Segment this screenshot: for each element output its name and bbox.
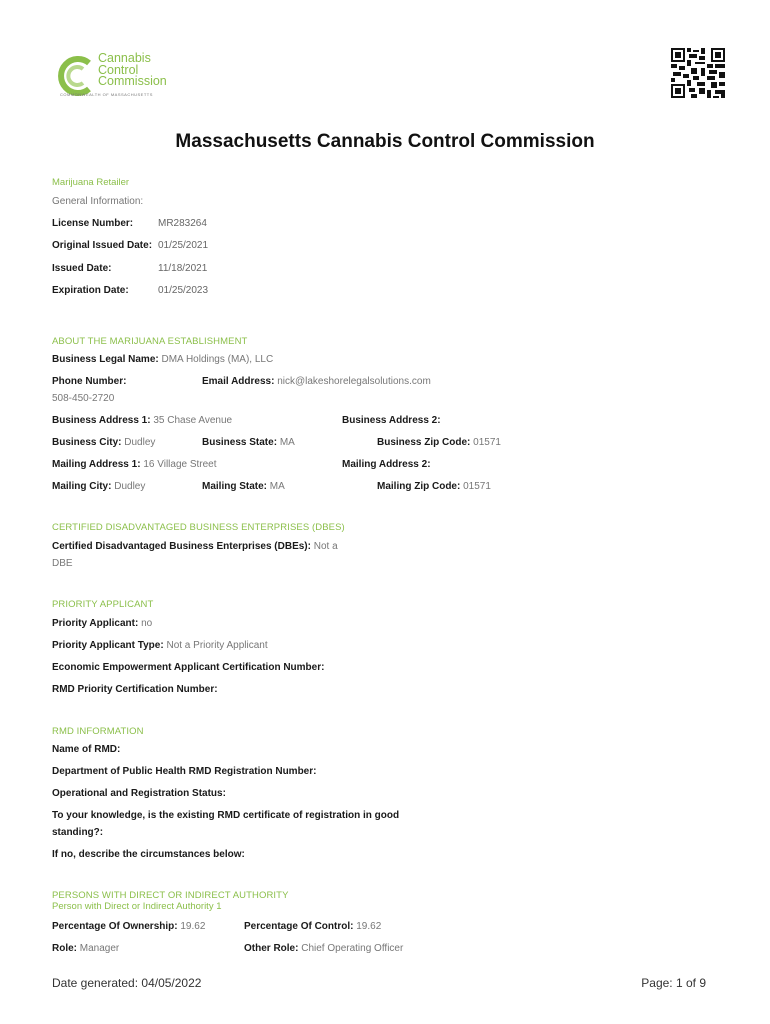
- good-standing-label-cont: standing?:: [52, 827, 104, 838]
- role-row: Role: Manager: [52, 943, 120, 954]
- mailing-city-row: Mailing City: Dudley: [52, 481, 146, 492]
- describe-circumstances-label: If no, describe the circumstances below:: [52, 849, 245, 860]
- general-info-label: General Information:: [52, 196, 144, 207]
- rmd-priority-label: RMD Priority Certification Number:: [52, 684, 218, 695]
- phone-value: 508-450-2720: [52, 393, 115, 404]
- cannabis-control-commission-logo: [55, 52, 185, 100]
- logo-tagline: COMMONWEALTH OF MASSACHUSETTS: [60, 92, 153, 97]
- original-issued-label: Original Issued Date:: [52, 240, 153, 251]
- license-number-label: License Number:: [52, 218, 134, 229]
- page-number: Page: 1 of 9: [641, 976, 706, 990]
- priority-type-row: Priority Applicant Type: Not a Priority Applicant: [52, 640, 268, 651]
- date-generated: Date generated: 04/05/2022: [52, 976, 202, 990]
- logo-line2: Control: [98, 62, 139, 77]
- business-address1-row: Business Address 1: 35 Chase Avenue: [52, 415, 233, 426]
- section-heading-establishment: ABOUT THE MARIJUANA ESTABLISHMENT: [52, 336, 248, 347]
- good-standing-label: To your knowledge, is the existing RMD certificate of registration in good: [52, 810, 400, 821]
- page-title: Massachusetts Cannabis Control Commission: [175, 131, 595, 152]
- section-heading-persons: PERSONS WITH DIRECT OR INDIRECT AUTHORITY: [52, 890, 289, 901]
- rmd-name-label: Name of RMD:: [52, 744, 121, 755]
- original-issued-value: 01/25/2021: [158, 240, 209, 251]
- business-address2-label: Business Address 2:: [342, 415, 441, 426]
- phone-label: Phone Number:: [52, 376, 127, 387]
- logo-line3: Commission: [98, 74, 167, 88]
- legal-name-row: Business Legal Name: DMA Holdings (MA), LLC: [52, 354, 274, 365]
- expiration-date-value: 01/25/2023: [158, 285, 209, 296]
- priority-applicant-row: Priority Applicant: no: [52, 618, 153, 629]
- operational-status-label: Operational and Registration Status:: [52, 788, 226, 799]
- issued-date-value: 11/18/2021: [158, 263, 208, 274]
- mailing-zip-row: Mailing Zip Code: 01571: [377, 481, 491, 492]
- mailing-state-row: Mailing State: MA: [202, 481, 285, 492]
- mailing-address2-label: Mailing Address 2:: [342, 459, 431, 470]
- issued-date-label: Issued Date:: [52, 263, 112, 274]
- business-city-row: Business City: Dudley: [52, 437, 156, 448]
- qr-code-icon: [671, 48, 725, 98]
- dph-registration-label: Department of Public Health RMD Registration Number:: [52, 766, 317, 777]
- section-heading-priority: PRIORITY APPLICANT: [52, 599, 154, 610]
- person-subheading: Person with Direct or Indirect Authority 1: [52, 901, 222, 912]
- dbe-row: Certified Disadvantaged Business Enterprises (DBEs): Not a: [52, 541, 338, 552]
- ee-certification-label: Economic Empowerment Applicant Certification Number:: [52, 662, 325, 673]
- other-role-row: Other Role: Chief Operating Officer: [244, 943, 404, 954]
- expiration-date-label: Expiration Date:: [52, 285, 129, 296]
- control-row: Percentage Of Control: 19.62: [244, 921, 382, 932]
- section-heading-dbe: CERTIFIED DISADVANTAGED BUSINESS ENTERPRISES (DBES): [52, 522, 345, 533]
- section-heading-rmd: RMD INFORMATION: [52, 726, 144, 737]
- email-row: Email Address: nick@lakeshorelegalsolutions.com: [202, 376, 431, 387]
- dbe-value-cont: DBE: [52, 558, 73, 569]
- business-state-row: Business State: MA: [202, 437, 295, 448]
- business-zip-row: Business Zip Code: 01571: [377, 437, 501, 448]
- license-type: Marijuana Retailer: [52, 177, 130, 188]
- license-number-value: MR283264: [158, 218, 207, 229]
- mailing-address1-row: Mailing Address 1: 16 Village Street: [52, 459, 217, 470]
- ownership-row: Percentage Of Ownership: 19.62: [52, 921, 206, 932]
- logo-line1: Cannabis: [98, 51, 151, 65]
